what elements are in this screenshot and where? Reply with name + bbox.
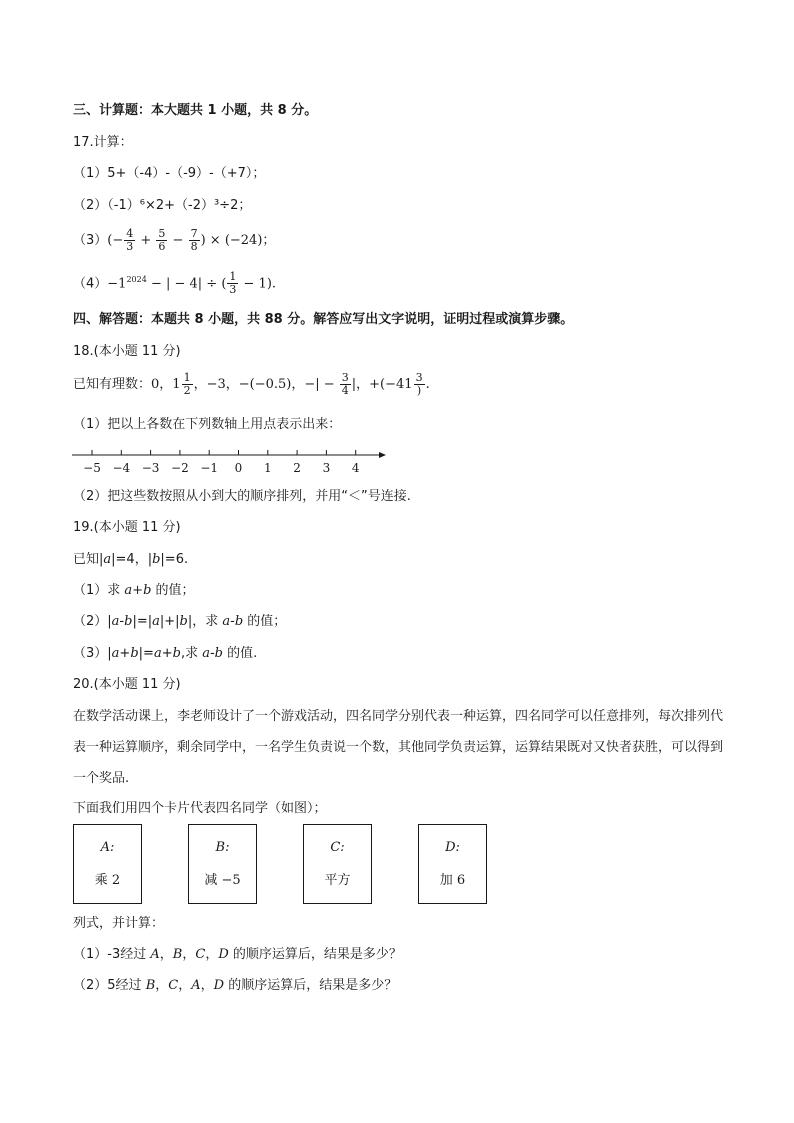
text: （3）| xyxy=(73,646,112,661)
q17-item-1: （1）5+（-4）-（-9）-（+7）； xyxy=(73,166,266,181)
var: a xyxy=(124,583,133,598)
number-line-tick-label: 0 xyxy=(234,461,243,475)
expr-text: . xyxy=(425,377,430,392)
fraction xyxy=(227,271,238,296)
text: |+| xyxy=(159,614,180,629)
var: b xyxy=(234,614,244,629)
var: b xyxy=(124,614,133,629)
card-c xyxy=(303,824,372,904)
text: - xyxy=(209,646,215,661)
expr-text: ，−3，−(−0.5)，−| − xyxy=(193,377,339,392)
card-a xyxy=(73,824,142,904)
var: A xyxy=(150,947,160,962)
q18-title: 18.(本小题 11 分) xyxy=(73,344,181,359)
expr-text: 0， xyxy=(151,377,173,392)
card-operation: 平方 xyxy=(324,873,351,888)
q19-given xyxy=(73,551,188,569)
fraction-denominator: 4 xyxy=(341,384,349,397)
expr-text: (− xyxy=(107,233,124,248)
text: |=| xyxy=(132,614,153,629)
text: （1）求 xyxy=(73,583,125,598)
expr-text: ) × (−24) xyxy=(200,233,263,248)
q20-part-1 xyxy=(73,946,402,964)
number-line xyxy=(72,447,392,477)
text: ， xyxy=(200,978,214,993)
fraction xyxy=(414,372,425,397)
fraction-denominator: 3 xyxy=(126,240,134,253)
var: b xyxy=(179,614,188,629)
text: ， xyxy=(159,947,173,962)
number-line-tick-label: 3 xyxy=(322,461,331,475)
fraction xyxy=(340,372,351,397)
section-4-heading: 四、解答题：本题共 8 小题，共 88 分。解答应写出文字说明，证明过程或演算步骤。 xyxy=(73,312,574,327)
section-3-heading: 三、计算题：本大题共 1 小题，共 8 分。 xyxy=(73,103,318,118)
q20-paragraph: 在数学活动课上，李老师设计了一个游戏活动，四名同学分别代表一种运算，四名同学可以任意排列，每次排列代表一种运算顺序，剩余同学中，一名学生负责说一个数，其他同学负责运算，运算结果既对又快者获胜，可以得到一个奖品. xyxy=(73,709,724,786)
card-label: D: xyxy=(445,840,460,855)
number-line-tick-label: 2 xyxy=(293,461,301,475)
card-operation: 减 −5 xyxy=(204,873,241,888)
q20-part-2 xyxy=(73,977,397,995)
q17-item-4 xyxy=(73,271,276,296)
expr-text: ； xyxy=(262,233,276,248)
fraction-denominator: 3 xyxy=(229,283,237,297)
text: ,求 xyxy=(180,646,203,661)
q18-part-1: （1）把以上各数在下列数轴上用点表示出来： xyxy=(73,417,342,432)
var: b xyxy=(172,646,181,661)
fraction-numerator: 7 xyxy=(190,227,198,240)
var: a xyxy=(152,614,160,629)
fraction-denominator: ) xyxy=(416,384,422,397)
q20-intro: 下面我们用四个卡片代表四名同学（如图）； xyxy=(73,801,327,816)
q18-part-2: （2）把这些数按照从小到大的顺序排列，并用“＜”号连接. xyxy=(73,489,411,504)
var: a xyxy=(103,552,112,567)
var: b xyxy=(214,646,223,661)
var: b xyxy=(152,552,161,567)
text: |=4，| xyxy=(111,552,153,567)
text: ， xyxy=(205,947,219,962)
var: C xyxy=(195,947,206,962)
q18-given-label: 已知有理数： xyxy=(73,377,152,392)
mixed-number-whole: 1 xyxy=(172,377,181,392)
var: D xyxy=(218,947,229,962)
number-line-tick-label: −5 xyxy=(83,461,101,475)
q17-item-3-label: （3） xyxy=(73,233,108,248)
q18-given xyxy=(73,372,430,397)
expr-text: −1 xyxy=(107,276,127,292)
var: A xyxy=(191,978,201,993)
q19-part-3 xyxy=(73,645,257,663)
card-b xyxy=(188,824,257,904)
var: a xyxy=(111,614,120,629)
expr-text: |，+(−4 xyxy=(351,377,405,392)
text: 的顺序运算后，结果是多少？ xyxy=(228,947,402,962)
fraction-numerator: 5 xyxy=(158,227,166,240)
expr-text: − xyxy=(168,233,188,248)
fraction-denominator: 2 xyxy=(183,384,191,397)
q19-part-2 xyxy=(73,613,286,631)
q20-title: 20.(本小题 11 分) xyxy=(73,677,181,692)
text: 的值； xyxy=(151,583,195,598)
fraction xyxy=(156,228,167,253)
number-line-tick-label: −4 xyxy=(112,461,131,475)
mixed-number-whole: 1 xyxy=(404,377,413,392)
var: a xyxy=(111,646,120,661)
fraction-numerator: 1 xyxy=(183,371,191,384)
text: |，求 xyxy=(187,614,223,629)
number-line-ticks xyxy=(83,450,360,475)
fraction-numerator: 1 xyxy=(229,270,237,284)
expr-text: − | − 4| ÷ ( xyxy=(146,276,227,292)
fraction-denominator: 6 xyxy=(158,240,166,253)
number-line-tick-label: 1 xyxy=(263,461,272,475)
text: |=6. xyxy=(160,552,189,567)
number-line-tick-label: 4 xyxy=(351,461,360,475)
number-line-tick-label: −1 xyxy=(200,461,219,475)
text: + xyxy=(119,646,131,661)
fraction-numerator: 4 xyxy=(126,227,134,240)
fraction xyxy=(124,228,135,253)
text: |= xyxy=(138,646,154,661)
q17-item-3 xyxy=(73,228,275,253)
card-label: C: xyxy=(330,840,345,855)
exponent: 2024 xyxy=(126,275,147,284)
expr-text: + xyxy=(136,233,156,248)
card-label: A: xyxy=(100,840,115,855)
var: B xyxy=(172,947,183,962)
text: 已知| xyxy=(73,552,104,567)
card-label: B: xyxy=(215,840,230,855)
text: （1）-3经过 xyxy=(73,947,151,962)
text: ， xyxy=(178,978,192,993)
number-line-tick-label: −3 xyxy=(141,461,160,475)
card-operation: 加 6 xyxy=(439,873,466,888)
fraction-numerator: 3 xyxy=(341,371,349,384)
fraction xyxy=(189,228,200,253)
text: ， xyxy=(182,947,196,962)
text: 的值. xyxy=(223,646,258,661)
text: （2）| xyxy=(73,614,112,629)
var: B xyxy=(145,978,156,993)
number-line-tick-label: −2 xyxy=(171,461,189,475)
var: D xyxy=(213,978,225,993)
q19-part-1 xyxy=(73,582,195,600)
q17-item-2: （2）（-1）⁶×2+（-2）³÷2； xyxy=(73,198,252,213)
text: 的顺序运算后，结果是多少？ xyxy=(224,978,398,993)
var: b xyxy=(130,646,139,661)
var: a xyxy=(202,646,210,661)
fraction-numerator: 3 xyxy=(415,371,423,384)
number-line-arrow xyxy=(379,452,386,458)
text: - xyxy=(230,614,235,629)
var: b xyxy=(143,583,152,598)
var: a xyxy=(222,614,231,629)
var: C xyxy=(168,978,179,993)
card-operation: 乘 2 xyxy=(94,873,121,888)
q17-title: 17.计算： xyxy=(73,135,133,150)
card-d xyxy=(418,824,487,904)
var: a xyxy=(153,646,162,661)
text: + xyxy=(161,646,173,661)
expr-text: − 1) xyxy=(239,276,272,292)
fraction-denominator: 8 xyxy=(190,240,198,253)
expr-text: . xyxy=(271,276,277,292)
text: （2）5经过 xyxy=(73,978,146,993)
q19-title: 19.(本小题 11 分) xyxy=(73,520,181,535)
text: 的值； xyxy=(243,614,287,629)
text: + xyxy=(132,583,144,598)
text: - xyxy=(119,614,125,629)
text: ， xyxy=(155,978,169,993)
fraction xyxy=(182,372,193,397)
q17-item-4-label: （4） xyxy=(73,276,108,292)
q20-instruction: 列式，并计算： xyxy=(73,916,165,931)
